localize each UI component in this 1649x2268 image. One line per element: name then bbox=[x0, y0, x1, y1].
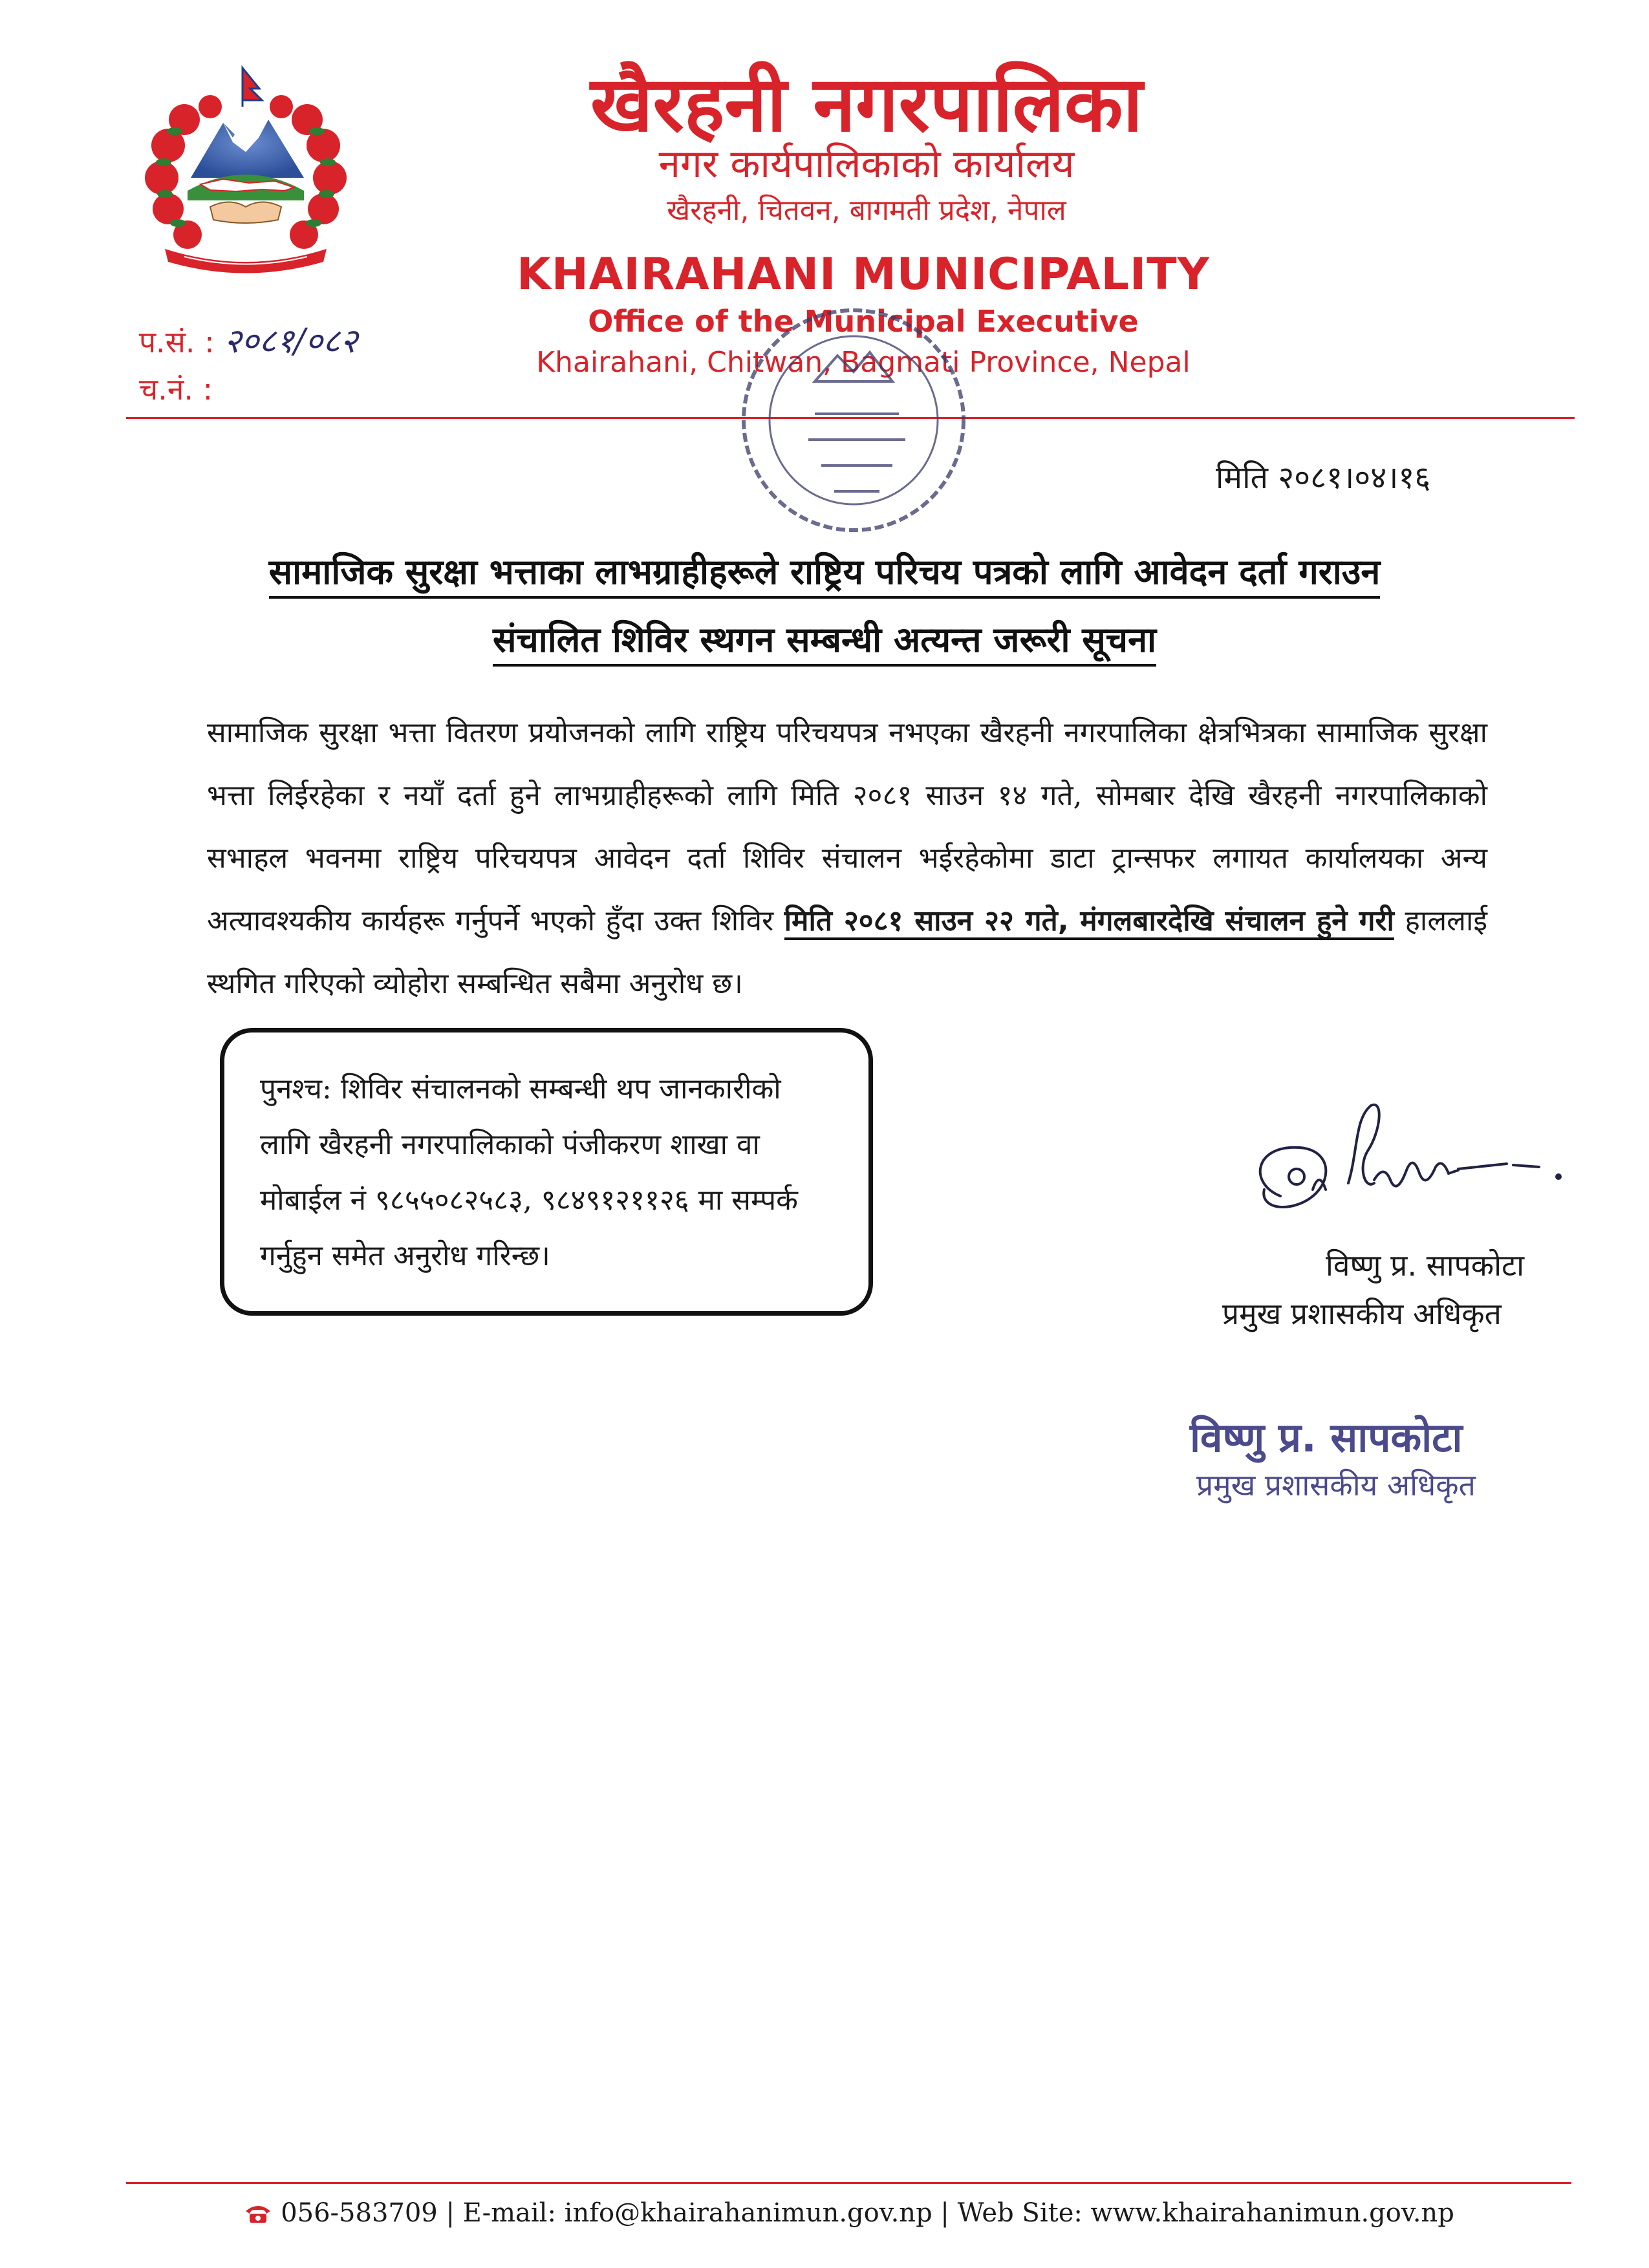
dispatch-number bbox=[139, 369, 213, 409]
dispatch-label: च.नं. : bbox=[139, 372, 213, 407]
reference-value: २०८१/०८२ bbox=[224, 322, 358, 361]
footer-website[interactable]: Web Site: www.khairahanimun.gov.np bbox=[957, 2198, 1454, 2228]
body-text-after: हाललाई स्थगित गरिएको व्योहोरा सम्बन्धित सबैमा अनुरोध छ। bbox=[207, 904, 1487, 1000]
footer-phone: 056-583709 bbox=[281, 2198, 438, 2228]
footer-contact bbox=[126, 2198, 1571, 2228]
subject-line-2: संचालित शिविर स्थगन सम्बन्धी अत्यन्त जरूरी सूचना bbox=[149, 614, 1500, 662]
handwritten-signature-icon bbox=[1235, 1093, 1597, 1241]
notice-body bbox=[207, 701, 1487, 1015]
issue-date bbox=[1216, 456, 1430, 498]
nepal-government-emblem-icon bbox=[139, 61, 352, 281]
postscript-box bbox=[220, 1028, 873, 1316]
subject-line-1: सामाजिक सुरक्षा भत्ताका लाभग्राहीहरूले राष्ट्रिय परिचय पत्रको लागि आवेदन दर्ता गराउन bbox=[149, 546, 1500, 594]
footer-separator: | bbox=[932, 2198, 958, 2228]
reference-number bbox=[139, 317, 358, 363]
address-nepali: खैरहनी, चितवन, बागमती प्रदेश, नेपाल bbox=[667, 194, 1066, 227]
office-name-nepali: नगर कार्यपालिकाको कार्यालय bbox=[658, 142, 1075, 187]
signatory-title: प्रमुख प्रशासकीय अधिकृत bbox=[1222, 1296, 1502, 1331]
municipal-office-round-stamp-icon bbox=[718, 284, 989, 556]
body-text-before: सामाजिक सुरक्षा भत्ता वितरण प्रयोजनको लागि राष्ट्रिय परिचयपत्र नभएका खैरहनी नगरपालिका क्षेत्रभित्रका सामाजिक सुरक्षा भत्ता लिईरहेका र नयाँ दर्ता हुने लाभग्राहीहरूको लागि मिति २०८१ साउन १४ गते, सोमबार देखि खैरहनी नगरपालिकाको सभाहल भवनमा राष्ट्रिय परिचयपत्र आवेदन दर्ता शिविर संचालन भईरहेकोमा डाटा ट्रान्सफर लगायत कार्यालयका अन्य अत्यावश्यकीय कार्यहरू गर्नुपर्ने भएको हुँदा उक्त शिविर bbox=[207, 716, 1487, 937]
municipality-name-nepali: खैरहनी नगरपालिका bbox=[590, 59, 1143, 149]
name-stamp-title: प्रमुख प्रशासकीय अधिकृत bbox=[1196, 1468, 1476, 1503]
municipality-name-english: KHAIRAHANI MUNICIPALITY bbox=[517, 249, 1210, 300]
footer-separator: | bbox=[437, 2198, 463, 2228]
footer-divider bbox=[126, 2182, 1571, 2184]
name-stamp-name: विष्णु प्र. सापकोटा bbox=[1190, 1414, 1463, 1461]
date-value: २०८१।०४।१६ bbox=[1278, 460, 1431, 496]
office-name-english: Office of the Municipal Executive bbox=[588, 304, 1139, 339]
address-english: Khairahani, Chitwan, Bagmati Province, Nepal bbox=[536, 346, 1191, 379]
signatory-name: विष्णु प्र. सापकोटा bbox=[1326, 1248, 1525, 1283]
postscript-text: पुनश्च: शिविर संचालनको सम्बन्धी थप जानकारीको लागि खैरहनी नगरपालिकाको पंजीकरण शाखा वा मोबाईल नं ९८५५०८२५८३, ९८४९१२११२६ मा सम्पर्क गर्नुहुन समेत अनुरोध गरिन्छ। bbox=[260, 1073, 798, 1272]
telephone-icon bbox=[243, 2202, 273, 2224]
footer-email[interactable]: E-mail: info@khairahanimun.gov.np bbox=[462, 2198, 932, 2228]
date-label: मिति bbox=[1216, 460, 1268, 496]
reference-label: प.सं. : bbox=[139, 325, 215, 359]
body-text-highlight: मिति २०८१ साउन २२ गते, मंगलबारदेखि संचालन हुने गरी bbox=[784, 904, 1394, 940]
